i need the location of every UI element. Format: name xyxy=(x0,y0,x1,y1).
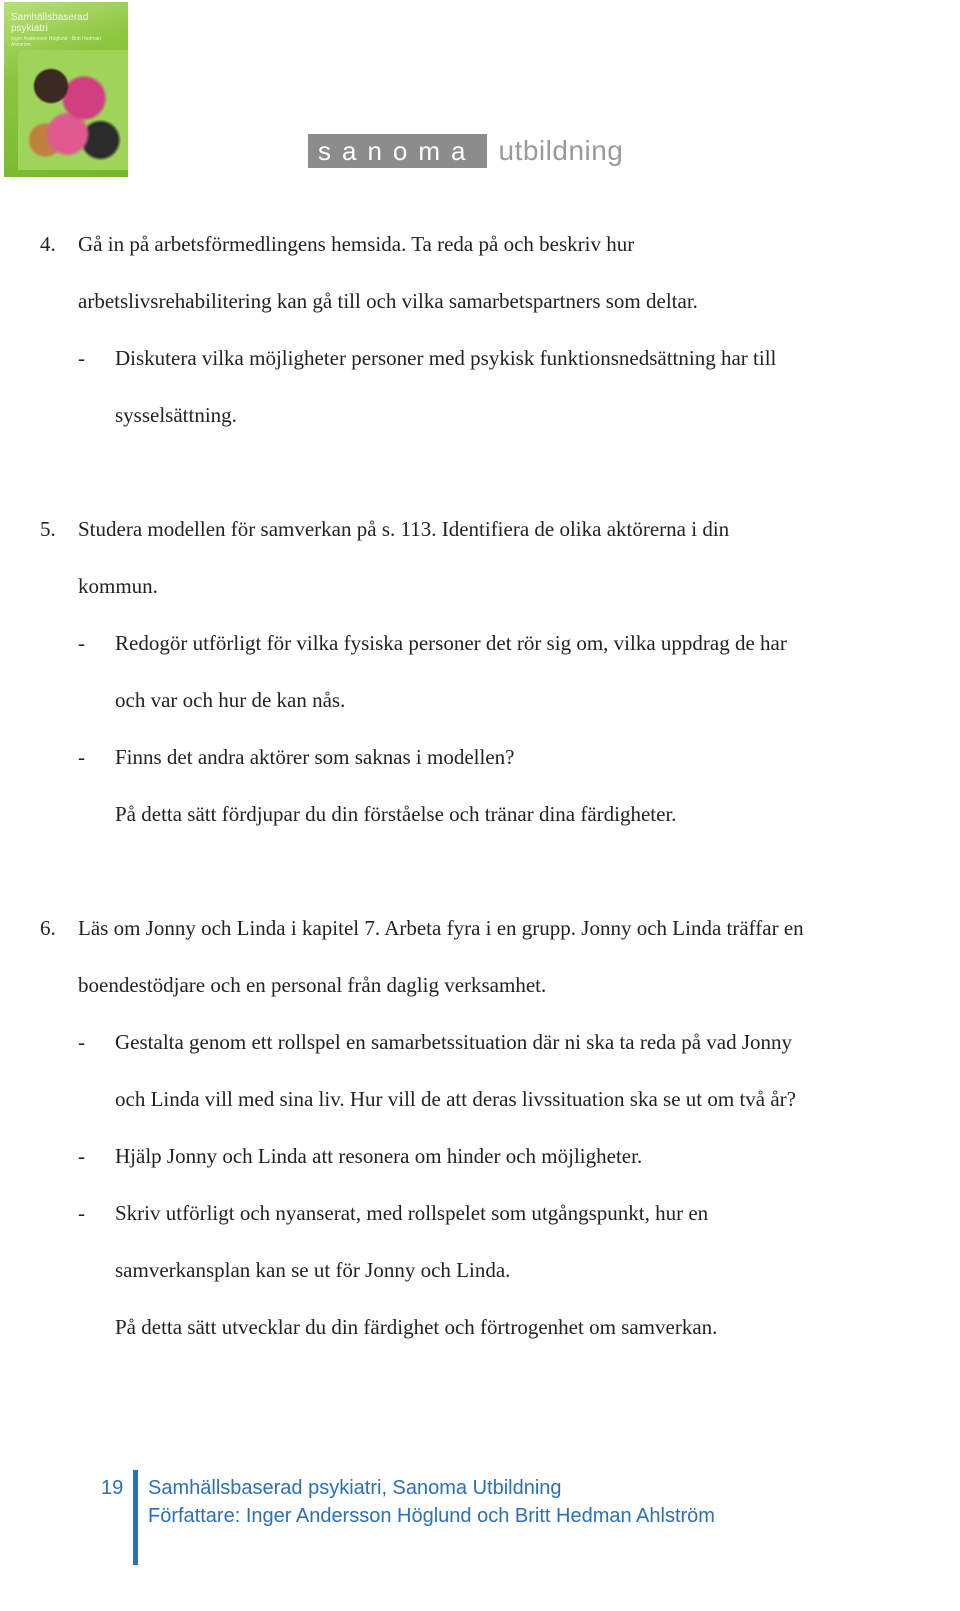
exercise-number: 4. xyxy=(40,232,56,256)
cover-artwork xyxy=(18,50,128,170)
exercise-closing-line: På detta sätt utvecklar du din färdighet och förtrogenhet om samverkan. xyxy=(115,1315,718,1339)
bullet-text-line: Hjälp Jonny och Linda att resonera om hinder och möjligheter. xyxy=(115,1144,643,1168)
bullet-text-line: samverkansplan kan se ut för Jonny och Linda. xyxy=(115,1258,511,1282)
exercise-text-line: Gå in på arbetsförmedlingens hemsida. Ta reda på och beskriv hur xyxy=(78,232,635,256)
bullet-text-line: Gestalta genom ett rollspel en samarbetssituation där ni ska ta reda på vad Jonny xyxy=(115,1030,793,1054)
exercise-text-line: kommun. xyxy=(78,574,158,598)
cover-subtitle: Inger Andersson Höglund · Britt Hedman Ahlström xyxy=(11,36,102,48)
bullet-text-line: Diskutera vilka möjligheter personer med psykisk funktionsnedsättning har till xyxy=(115,346,777,370)
exercise-number: 6. xyxy=(40,916,56,940)
bullet-marker: - xyxy=(78,1030,85,1054)
exercise-text-line: boendestödjare och en personal från daglig verksamhet. xyxy=(78,973,547,997)
bullet-text-line: sysselsättning. xyxy=(115,403,237,427)
footer-divider xyxy=(133,1470,138,1565)
bullet-marker: - xyxy=(78,631,85,655)
bullet-marker: - xyxy=(78,1144,85,1168)
exercise-closing-line: På detta sätt fördjupar du din förståelse och tränar dina färdigheter. xyxy=(115,802,677,826)
page-number: 19 xyxy=(101,1477,124,1499)
footer-authors: Författare: Inger Andersson Höglund och Britt Hedman Ahlström xyxy=(148,1505,715,1527)
publisher-logo-box: sanoma xyxy=(308,134,487,168)
bullet-marker: - xyxy=(78,745,85,769)
bullet-marker: - xyxy=(78,346,85,370)
bullet-text-line: Finns det andra aktörer som saknas i modellen? xyxy=(115,745,515,769)
bullet-text-line: Redogör utförligt för vilka fysiska personer det rör sig om, vilka uppdrag de har xyxy=(115,631,787,655)
publisher-logo-word: utbildning xyxy=(498,135,624,166)
bullet-marker: - xyxy=(78,1201,85,1225)
publisher-logo xyxy=(308,134,623,168)
cover-title: Samhällsbaserad psykiatri xyxy=(11,12,89,34)
bullet-text-line: och Linda vill med sina liv. Hur vill de att deras livssituation ska se ut om två år? xyxy=(115,1087,796,1111)
exercise-number: 5. xyxy=(40,517,56,541)
exercise-text-line: arbetslivsrehabilitering kan gå till och vilka samarbetspartners som deltar. xyxy=(78,289,698,313)
book-cover-image xyxy=(4,2,128,177)
exercise-text-line: Läs om Jonny och Linda i kapitel 7. Arbeta fyra i en grupp. Jonny och Linda träffar en xyxy=(78,916,804,940)
bullet-text-line: Skriv utförligt och nyanserat, med rollspelet som utgångspunkt, hur en xyxy=(115,1201,709,1225)
footer-book-title: Samhällsbaserad psykiatri, Sanoma Utbildning xyxy=(148,1477,562,1499)
bullet-text-line: och var och hur de kan nås. xyxy=(115,688,346,712)
exercise-text-line: Studera modellen för samverkan på s. 113. Identifiera de olika aktörerna i din xyxy=(78,517,730,541)
